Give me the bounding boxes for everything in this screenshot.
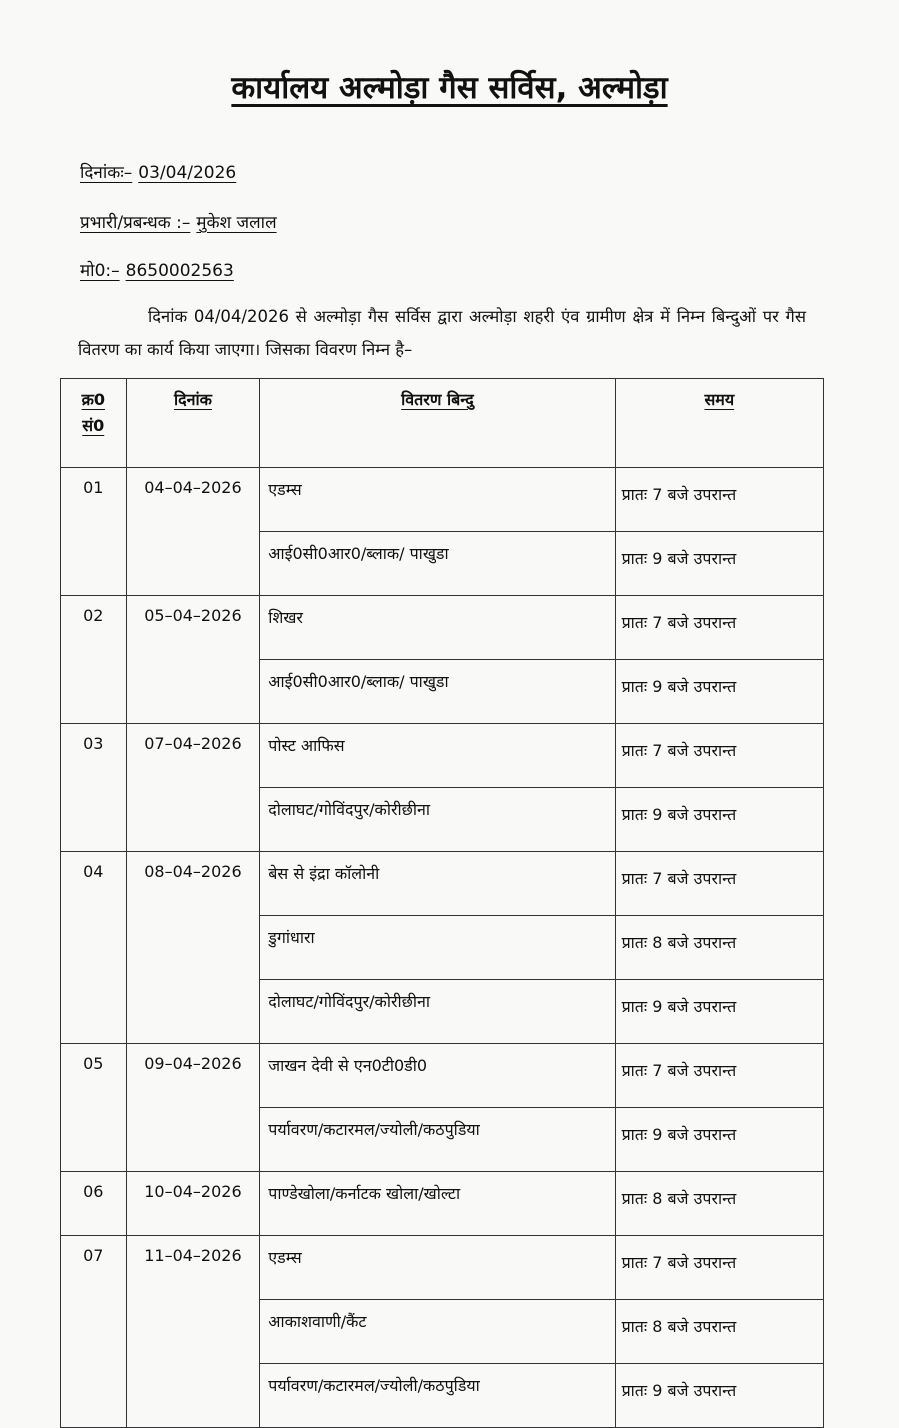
distribution-point-cell: शिखर <box>260 596 615 660</box>
date-cell: 04–04–2026 <box>126 468 260 596</box>
time-cell: प्रातः 9 बजे उपरान्त <box>615 980 823 1044</box>
table-header-row <box>61 379 824 468</box>
table-row <box>61 724 824 788</box>
mobile-number: 8650002563 <box>125 261 234 281</box>
distribution-point-cell: पोस्ट आफिस <box>260 724 615 788</box>
time-cell: प्रातः 9 बजे उपरान्त <box>615 1108 823 1172</box>
date-cell: 08–04–2026 <box>126 852 260 1044</box>
serial-number-cell: 01 <box>61 468 127 596</box>
time-cell: प्रातः 9 बजे उपरान्त <box>615 1364 823 1428</box>
time-cell: प्रातः 8 बजे उपरान्त <box>615 1300 823 1364</box>
date-cell: 09–04–2026 <box>126 1044 260 1172</box>
distribution-schedule-table <box>60 378 824 1428</box>
serial-number-cell: 04 <box>61 852 127 1044</box>
date-label: दिनांकः– <box>80 163 133 183</box>
serial-number-cell: 05 <box>61 1044 127 1172</box>
page-title <box>0 66 899 108</box>
distribution-point-header: वितरण बिन्दु <box>260 379 615 468</box>
mobile-label: मो0:– <box>80 261 120 281</box>
manager-line <box>80 210 277 233</box>
time-cell: प्रातः 8 बजे उपरान्त <box>615 1172 823 1236</box>
table-row <box>61 852 824 916</box>
table-row <box>61 1044 824 1108</box>
time-cell: प्रातः 7 बजे उपरान्त <box>615 1236 823 1300</box>
distribution-point-cell: आई0सी0आर0/ब्लाक/ पाखुडा <box>260 660 615 724</box>
distribution-point-cell: पाण्डेखोला/कर्नाटक खोला/खोल्टा <box>260 1172 615 1236</box>
mobile-line <box>80 258 234 281</box>
date-value: 03/04/2026 <box>138 163 237 183</box>
date-cell: 11–04–2026 <box>126 1236 260 1428</box>
date-cell: 10–04–2026 <box>126 1172 260 1236</box>
table-row <box>61 1236 824 1300</box>
serial-number-cell: 02 <box>61 596 127 724</box>
distribution-point-cell: दोलाघट/गोविंदपुर/कोरीछीना <box>260 980 615 1044</box>
time-cell: प्रातः 7 बजे उपरान्त <box>615 596 823 660</box>
serial-number-cell: 03 <box>61 724 127 852</box>
time-header: समय <box>615 379 823 468</box>
distribution-point-cell: एडम्स <box>260 468 615 532</box>
time-cell: प्रातः 7 बजे उपरान्त <box>615 1044 823 1108</box>
time-cell: प्रातः 9 बजे उपरान्त <box>615 660 823 724</box>
distribution-point-cell: आई0सी0आर0/ब्लाक/ पाखुडा <box>260 532 615 596</box>
serial-number-cell: 06 <box>61 1172 127 1236</box>
distribution-point-cell: आकाशवाणी/कैंट <box>260 1300 615 1364</box>
date-cell: 05–04–2026 <box>126 596 260 724</box>
distribution-point-cell: पर्यावरण/कटारमल/ज्योली/कठपुडिया <box>260 1364 615 1428</box>
date-header: दिनांक <box>126 379 260 468</box>
time-cell: प्रातः 7 बजे उपरान्त <box>615 724 823 788</box>
distribution-point-cell: डुगांधारा <box>260 916 615 980</box>
serial-number-cell: 07 <box>61 1236 127 1428</box>
time-cell: प्रातः 9 बजे उपरान्त <box>615 532 823 596</box>
table-body <box>61 468 824 1428</box>
serial-number-header: क्र0 सं0 <box>61 379 127 468</box>
page-title-text: कार्यालय अल्मोड़ा गैस सर्विस, अल्मोड़ा <box>231 70 668 106</box>
distribution-point-cell: जाखन देवी से एन0टी0डी0 <box>260 1044 615 1108</box>
time-cell: प्रातः 9 बजे उपरान्त <box>615 788 823 852</box>
table-row <box>61 596 824 660</box>
date-line <box>80 160 236 183</box>
time-cell: प्रातः 7 बजे उपरान्त <box>615 852 823 916</box>
manager-label: प्रभारी/प्रबन्धक :– <box>80 213 191 233</box>
date-cell: 07–04–2026 <box>126 724 260 852</box>
distribution-point-cell: पर्यावरण/कटारमल/ज्योली/कठपुडिया <box>260 1108 615 1172</box>
time-cell: प्रातः 8 बजे उपरान्त <box>615 916 823 980</box>
table-row <box>61 468 824 532</box>
intro-paragraph: दिनांक 04/04/2026 से अल्मोड़ा गैस सर्विस द्वारा अल्मोड़ा शहरी एंव ग्रामीण क्षेत्र में निम्न बिन्दुओं पर गैस वितरण का कार्य किया जाएगा। जिसका विवरण निम्न है– <box>78 307 806 359</box>
table-row <box>61 1172 824 1236</box>
distribution-point-cell: बेस से इंद्रा कॉलोनी <box>260 852 615 916</box>
distribution-point-cell: एडम्स <box>260 1236 615 1300</box>
manager-name: मुकेश जलाल <box>196 213 277 233</box>
time-cell: प्रातः 7 बजे उपरान्त <box>615 468 823 532</box>
distribution-point-cell: दोलाघट/गोविंदपुर/कोरीछीना <box>260 788 615 852</box>
